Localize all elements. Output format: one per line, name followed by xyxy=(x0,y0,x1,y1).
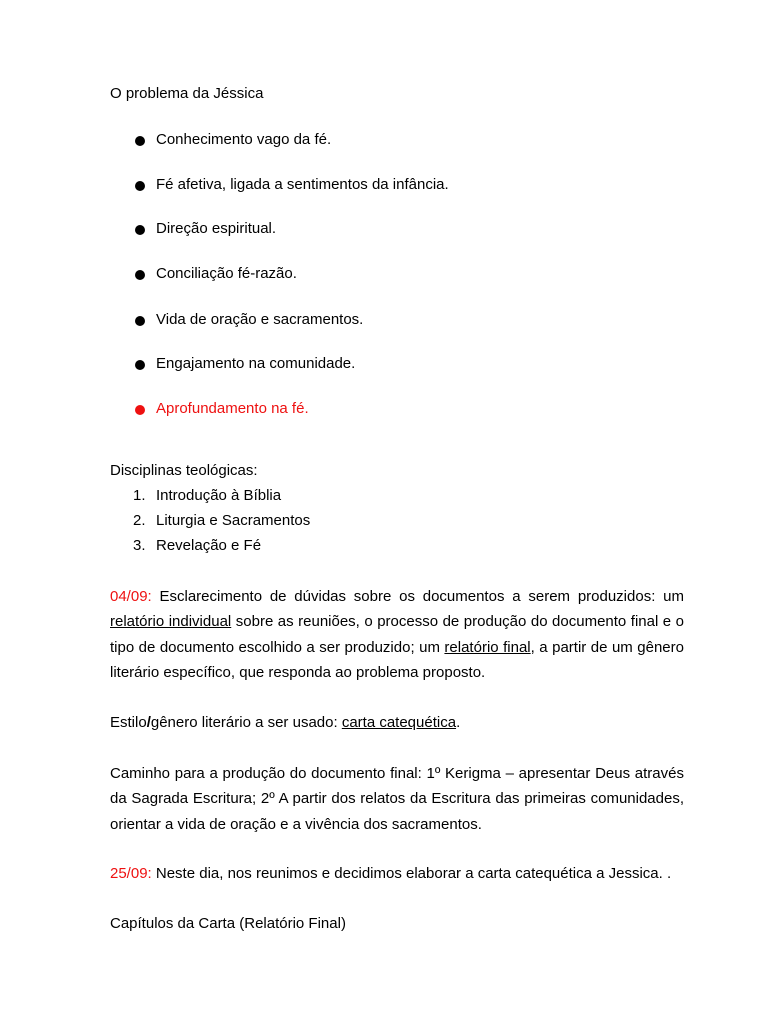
bullet-text: Conciliação fé-razão. xyxy=(156,265,297,282)
item-number: 2. xyxy=(133,512,146,529)
bullet-dot-red-icon xyxy=(135,405,145,415)
paragraph-text: sobre as reuniões, o processo de produção do documento final e o tipo de documento escolhido a ser produzido; um xyxy=(110,613,684,656)
bullet-text: Vida de oração e sacramentos. xyxy=(156,311,364,328)
underlined-term: relatório final xyxy=(444,638,531,656)
numbered-item xyxy=(133,486,281,506)
paragraph-text: gênero literário a ser usado: xyxy=(150,714,342,731)
bullet-dot-icon xyxy=(135,270,145,280)
disciplines-title: Disciplinas teológicas: xyxy=(110,462,258,479)
numbered-item xyxy=(133,511,310,531)
paragraph-style xyxy=(110,710,684,735)
date-label: 04/09: xyxy=(110,588,152,605)
document-heading: O problema da Jéssica xyxy=(110,85,264,102)
slash-separator: / xyxy=(146,714,151,731)
bullet-text: Engajamento na comunidade. xyxy=(156,355,356,372)
item-number: 1. xyxy=(133,487,146,504)
chapters-title: Capítulos da Carta (Relatório Final) xyxy=(110,915,346,932)
bullet-dot-icon xyxy=(135,136,145,146)
bullet-text: Fé afetiva, ligada a sentimentos da infância. xyxy=(156,176,449,193)
numbered-item xyxy=(133,536,261,556)
paragraph-text: . xyxy=(456,714,461,731)
bullet-dot-icon xyxy=(135,360,145,370)
underlined-term: relatório individual xyxy=(110,613,232,631)
bullet-dot-icon xyxy=(135,225,145,235)
paragraph-0409 xyxy=(110,584,684,685)
bullet-dot-icon xyxy=(135,316,145,326)
item-text: Liturgia e Sacramentos xyxy=(156,512,311,529)
paragraph-text: , a partir de um gênero literário específico, que responda ao problema proposto. xyxy=(110,638,684,681)
paragraph-text: Esclarecimento de dúvidas sobre os documentos a serem produzidos: um xyxy=(151,588,684,605)
underlined-term: carta catequética xyxy=(341,714,457,731)
paragraph-path: Caminho para a produção do documento final: 1º Kerigma – apresentar Deus através da Sagrada Escritura; 2º A partir dos relatos da Escritura das primeiras comunidades, orientar a vida de oração e a vivência dos sacramentos. xyxy=(110,765,684,833)
bullet-text: Conhecimento vago da fé. xyxy=(156,131,332,148)
bullet-text: Direção espiritual. xyxy=(156,220,277,237)
item-text: Revelação e Fé xyxy=(156,537,262,554)
item-number: 3. xyxy=(133,537,146,554)
paragraph-text: Estilo xyxy=(110,714,147,731)
date-label: 25/09: xyxy=(110,865,152,882)
bullet-text: Aprofundamento na fé. xyxy=(156,400,309,417)
item-text: Introdução à Bíblia xyxy=(156,487,282,504)
paragraph-2509 xyxy=(110,861,684,886)
paragraph-text: Neste dia, nos reunimos e decidimos elaborar a carta catequética a Jessica. . xyxy=(151,865,672,882)
bullet-dot-icon xyxy=(135,181,145,191)
